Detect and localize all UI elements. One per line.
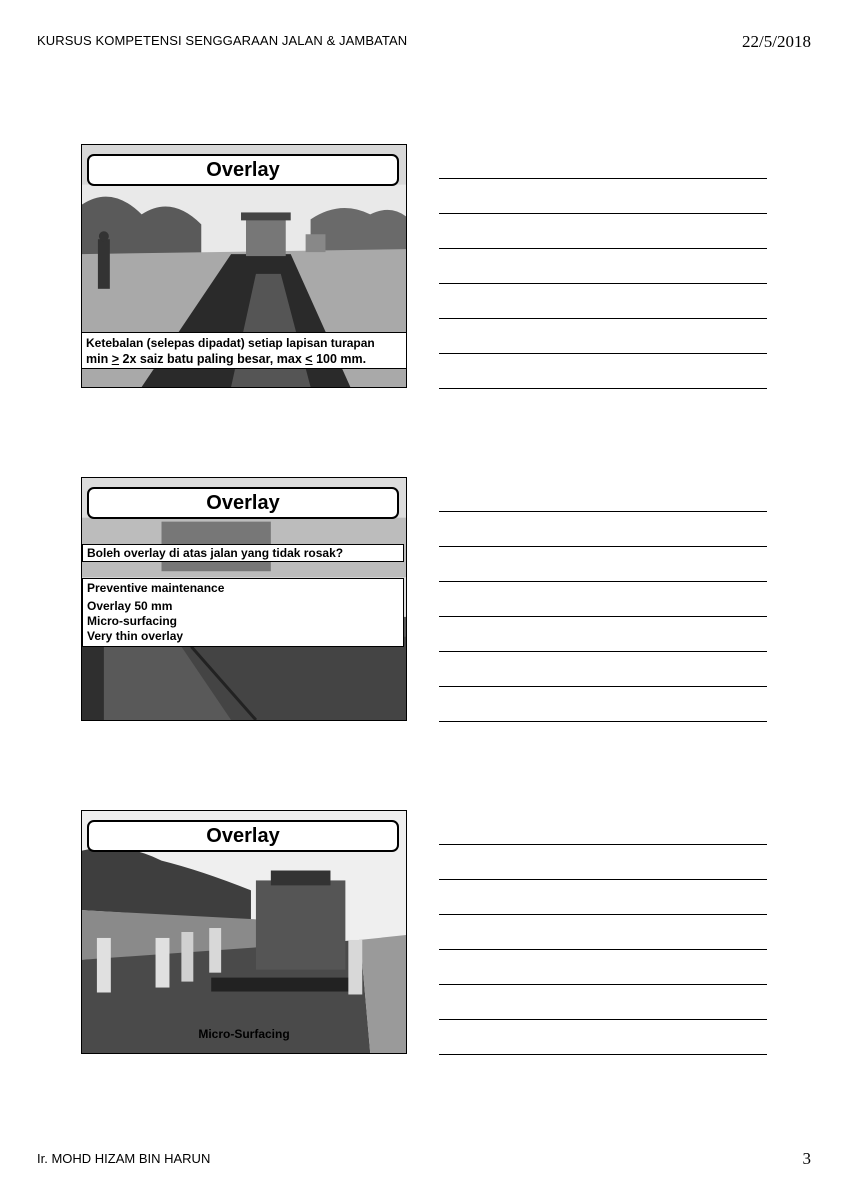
note-line (439, 1019, 767, 1020)
note-line (439, 844, 767, 845)
note-line (439, 651, 767, 652)
caption-min: min (86, 352, 109, 366)
caption-le: < (305, 352, 313, 366)
caption-mid: 2x saiz batu paling besar, (122, 352, 274, 366)
footer-author: Ir. MOHD HIZAM BIN HARUN (37, 1151, 211, 1166)
note-line (439, 984, 767, 985)
page-number: 3 (802, 1149, 811, 1168)
caption-line-2 (86, 351, 402, 367)
note-line (439, 546, 767, 547)
slide-1-caption (82, 332, 406, 369)
caption-end: 100 mm. (316, 352, 367, 366)
caption-max: max (276, 352, 302, 366)
note-line (439, 914, 767, 915)
list-item: Very thin overlay (87, 629, 184, 643)
slide-3-title: Overlay (87, 820, 399, 852)
list-item: Micro-surfacing (87, 614, 178, 628)
slide-1-title: Overlay (87, 154, 399, 186)
list-item: Overlay 50 mm (87, 599, 173, 613)
slide-2-title: Overlay (87, 487, 399, 519)
note-line (439, 248, 767, 249)
slide-1 (81, 144, 407, 388)
note-line (439, 388, 767, 389)
slide-3-photo-caption: Micro-Surfacing (198, 1027, 290, 1041)
header-date: 22/5/2018 (742, 32, 811, 51)
course-title: KURSUS KOMPETENSI SENGGARAAN JALAN & JAMBATAN (37, 33, 408, 48)
note-line (439, 616, 767, 617)
note-line (439, 213, 767, 214)
note-line (439, 581, 767, 582)
slide-2 (81, 477, 407, 721)
note-line (439, 283, 767, 284)
note-line (439, 721, 767, 722)
slide-2-list (82, 578, 404, 647)
note-line (439, 686, 767, 687)
note-line (439, 879, 767, 880)
caption-ge: > (111, 352, 120, 366)
note-line (439, 353, 767, 354)
note-line (439, 318, 767, 319)
note-line (439, 511, 767, 512)
note-line (439, 178, 767, 179)
note-line (439, 1054, 767, 1055)
slide-2-question: Boleh overlay di atas jalan yang tidak rosak? (82, 544, 404, 562)
caption-line-1: Ketebalan (selepas dipadat) setiap lapisan turapan (86, 336, 375, 350)
note-line (439, 949, 767, 950)
list-item: Preventive maintenance (87, 581, 225, 595)
slide-3 (81, 810, 407, 1054)
